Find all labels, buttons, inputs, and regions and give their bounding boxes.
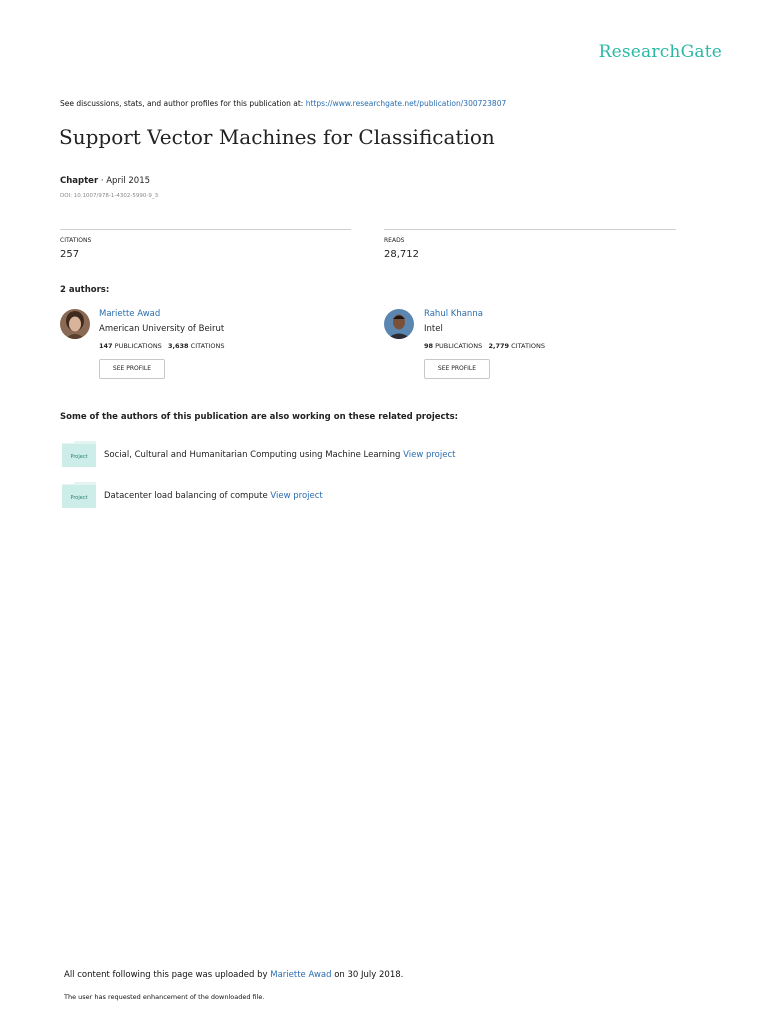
avatar[interactable]	[384, 309, 414, 339]
see-profile-button[interactable]: SEE PROFILE	[424, 359, 490, 379]
author-name-link[interactable]: Mariette Awad	[99, 309, 161, 319]
project-icon-label: Project	[70, 454, 88, 460]
reads-label: READS	[384, 237, 405, 244]
see-profile-button[interactable]: SEE PROFILE	[99, 359, 165, 379]
author-stats	[99, 342, 225, 350]
see-discussions-line	[60, 99, 506, 108]
related-projects-heading: Some of the authors of this publication are also working on these related projects:	[60, 412, 459, 422]
author-affiliation[interactable]: Intel	[424, 324, 443, 334]
upload-notice	[64, 970, 403, 980]
author-publications-count: 98	[424, 342, 434, 350]
publication-type-date	[60, 176, 150, 186]
citations-value: 257	[60, 249, 80, 260]
researchgate-logo[interactable]: ResearchGate	[598, 42, 722, 62]
author-stats	[424, 342, 545, 350]
author-citations-count: 2,779	[488, 342, 510, 350]
publication-type: Chapter	[60, 176, 99, 186]
author-publications-label: PUBLICATIONS	[114, 342, 162, 350]
publication-doi[interactable]: DOI: 10.1007/978-1-4302-5990-9_3	[60, 193, 159, 199]
citations-label: CITATIONS	[60, 237, 92, 244]
project-icon	[62, 441, 96, 463]
view-project-link[interactable]: View project	[270, 491, 323, 501]
reads-divider	[384, 229, 676, 230]
project-item	[104, 450, 455, 460]
author-citations-label: CITATIONS	[511, 342, 545, 350]
project-icon	[62, 482, 96, 504]
publication-title: Support Vector Machines for Classification	[59, 125, 495, 149]
project-icon-label: Project	[70, 495, 88, 501]
reads-value: 28,712	[384, 249, 419, 260]
author-photo-icon	[384, 309, 414, 339]
see-discussions-text: See discussions, stats, and author profiles for this publication at:	[60, 99, 306, 108]
author-publications-label: PUBLICATIONS	[435, 342, 483, 350]
project-title: Datacenter load balancing of compute	[104, 491, 268, 501]
author-affiliation[interactable]: American University of Beirut	[99, 324, 225, 334]
author-citations-label: CITATIONS	[190, 342, 225, 350]
author-publications-count: 147	[99, 342, 113, 350]
citations-divider	[60, 229, 351, 230]
publication-date: · April 2015	[98, 176, 151, 186]
publication-url-link[interactable]: https://www.researchgate.net/publication/300723807	[305, 99, 507, 108]
view-project-link[interactable]: View project	[403, 450, 456, 460]
author-citations-count: 3,638	[168, 342, 189, 350]
author-name-link[interactable]: Rahul Khanna	[424, 309, 483, 319]
download-note: The user has requested enhancement of the downloaded file.	[64, 993, 265, 1001]
authors-heading: 2 authors:	[60, 285, 110, 295]
project-title: Social, Cultural and Humanitarian Computing using Machine Learning	[104, 450, 401, 460]
upload-notice-suffix: on 30 July 2018.	[331, 970, 404, 980]
author-photo-icon	[60, 309, 90, 339]
uploader-link[interactable]: Mariette Awad	[270, 970, 332, 980]
project-item	[104, 491, 323, 501]
upload-notice-prefix: All content following this page was uploaded by	[64, 970, 271, 980]
avatar[interactable]	[60, 309, 90, 339]
